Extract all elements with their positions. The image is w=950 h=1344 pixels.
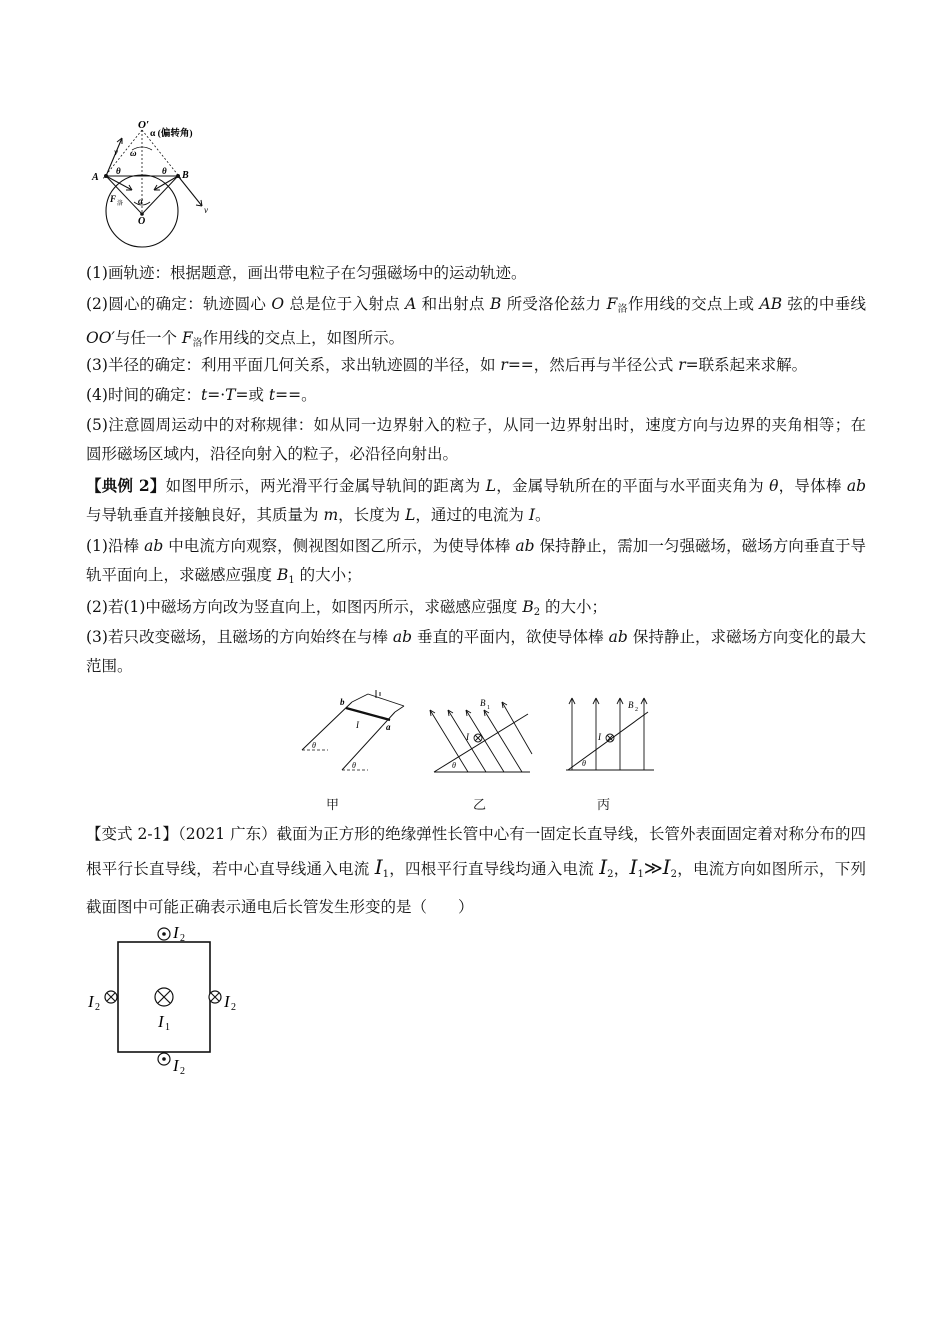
center-wire-cross	[155, 988, 173, 1006]
label-i2-bottom-sub: 2	[180, 1066, 185, 1077]
trajectory-diagram	[84, 118, 234, 250]
label-i-yi: I	[466, 732, 469, 742]
label-theta-left: θ	[116, 166, 121, 176]
label-o: O	[138, 216, 146, 227]
variant-2-1: 【变式 2-1】（2021 广东）截面为正方形的绝缘弹性长管中心有一固定长直导线，长管外表面固定着对称分布的四根平行长直导线，若中心直导线通入电流 $I_1$，四根平行直导线均通入电流 $I_2$，$I_1≫I_2$，电流方向如图所示，下列截面图中可能正确表示通电后长管发生形变的是（ ）	[86, 825, 866, 916]
label-i1-center-sub: 1	[165, 1022, 170, 1033]
label-b1: B	[480, 698, 486, 708]
example-2: 【典例 2】如图甲所示，两光滑平行金属导轨间的距离为 L，金属导轨所在的平面与水平面夹角为 θ，导体棒 ab 与导轨垂直并接触良好，其质量为 m，长度为 L，通过的电流为 I。	[86, 476, 867, 524]
side-view-bing	[560, 692, 660, 780]
label-a: A	[92, 172, 99, 183]
label-theta-bing: θ	[582, 759, 586, 768]
caption-yi: 乙	[473, 798, 487, 813]
label-i2-bottom: I	[173, 1056, 179, 1075]
label-i2-right-sub: 2	[231, 1002, 236, 1013]
label-current-i: I	[356, 720, 359, 730]
label-i2-left-sub: 2	[95, 1002, 100, 1013]
label-b2-sub: 2	[635, 707, 638, 713]
left-wire-cross	[105, 991, 117, 1003]
label-b-end: b	[340, 697, 345, 707]
question-1: (1)沿棒 ab 中电流方向观察，侧视图如图乙所示，为使导体棒 ab 保持静止，需加一匀强磁场，磁场方向垂直于导轨平面向上，求磁感应强度 $B_1$ 的大小；	[86, 537, 867, 586]
caption-bing: 丙	[597, 798, 611, 813]
para-time: (4)时间的确定：t=·T=或 t==。	[86, 386, 317, 404]
label-i2-right: I	[224, 992, 230, 1011]
label-i2-top: I	[173, 923, 179, 942]
label-theta-yi: θ	[452, 761, 456, 770]
label-i2-top-sub: 2	[180, 933, 185, 944]
side-view-yi	[428, 688, 533, 778]
tube-cross-section	[84, 918, 254, 1080]
label-i1-center: I	[158, 1012, 164, 1031]
label-b1-sub: 1	[487, 705, 490, 711]
question-2: (2)若(1)中磁场方向改为竖直向上，如图丙所示，求磁感应强度 $B_2$ 的大小；	[86, 598, 608, 618]
rail-diagram-jia	[300, 690, 415, 782]
label-v-right: v	[204, 205, 208, 215]
bottom-wire-dot	[158, 1053, 170, 1065]
label-o-prime: O′	[138, 119, 150, 131]
label-alpha: α	[138, 196, 143, 206]
label-i-bing: I	[598, 732, 601, 742]
label-alpha-note: α (偏转角)	[150, 129, 193, 139]
label-omega: ω	[130, 148, 137, 158]
label-b: B	[182, 170, 189, 181]
top-wire-dot	[158, 928, 170, 940]
right-wire-cross	[209, 991, 221, 1003]
label-b2: B	[628, 700, 634, 710]
label-theta-right: θ	[162, 166, 167, 176]
label-theta-2: θ	[352, 761, 356, 770]
label-a-end: a	[386, 722, 391, 732]
label-f-sub: 洛	[117, 200, 124, 207]
label-f: F	[110, 194, 117, 204]
label-theta-1: θ	[312, 741, 316, 750]
question-3: (3)若只改变磁场，且磁场的方向始终在与棒 ab 垂直的平面内，欲使导体棒 ab 保持静止，求磁场方向变化的最大范围。	[86, 628, 866, 675]
para-center: (2)圆心的确定：轨迹圆心 O 总是位于入射点 A 和出射点 B 所受洛伦兹力 $F_洛$作用线的交点上或 AB 弦的中垂线 OO′与任一个 $F_洛$作用线的交点上，如图所示。	[86, 295, 867, 349]
label-i2-left: I	[88, 992, 94, 1011]
para-radius: (3)半径的确定：利用平面几何关系，求出轨迹圆的半径，如 r==，然后再与半径公式 r=联系起来求解。	[86, 356, 808, 374]
label-v-left: v	[114, 147, 118, 157]
para-symmetry: (5)注意圆周运动中的对称规律：如从同一边界射入的粒子，从同一边界射出时，速度方向与边界的夹角相等；在圆形磁场区域内，沿径向射入的粒子，必沿径向射出。	[86, 416, 866, 463]
para-trajectory: (1)画轨迹：根据题意，画出带电粒子在匀强磁场中的运动轨迹。	[86, 264, 527, 282]
caption-jia: 甲	[326, 798, 340, 813]
